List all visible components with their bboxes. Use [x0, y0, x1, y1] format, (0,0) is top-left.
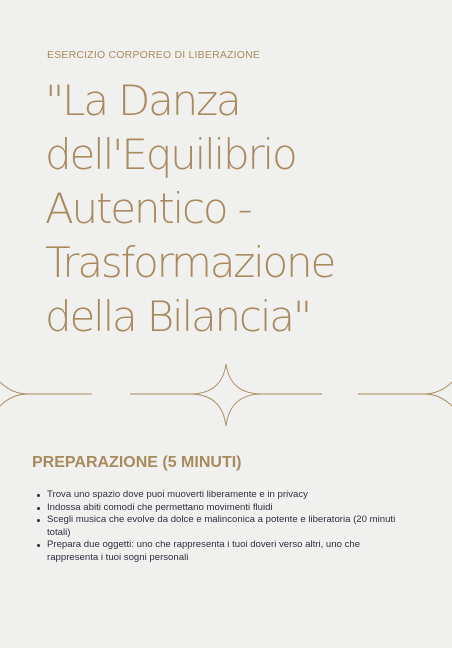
title-line: Trasformazione [45, 238, 335, 287]
title-line: "La Danza [45, 76, 240, 125]
title-line: Autentico - [45, 184, 251, 233]
list-item: Trova uno spazio dove puoi muoverti liberamente e in privacy [47, 489, 397, 502]
title-line: dell'Equilibrio [45, 130, 296, 179]
section-title: PREPARAZIONE (5 MINUTI) [32, 454, 242, 471]
list-item: Indossa abiti comodi che permettano movimenti fluidi [47, 502, 397, 515]
list-item: Prepara due oggetti: uno che rappresenta i tuoi doveri verso altri, uno che rappresenta i tuoi sogni personali [47, 539, 397, 564]
eyebrow-label: ESERCIZIO CORPOREO DI LIBERAZIONE [47, 49, 261, 61]
title-line: della Bilancia" [45, 292, 310, 341]
page-title [45, 74, 445, 344]
preparation-list [47, 489, 397, 564]
list-item: Scegli musica che evolve da dolce e malinconica a potente e liberatoria (20 minuti totali) [47, 514, 396, 538]
ornamental-divider-icon [0, 360, 452, 432]
